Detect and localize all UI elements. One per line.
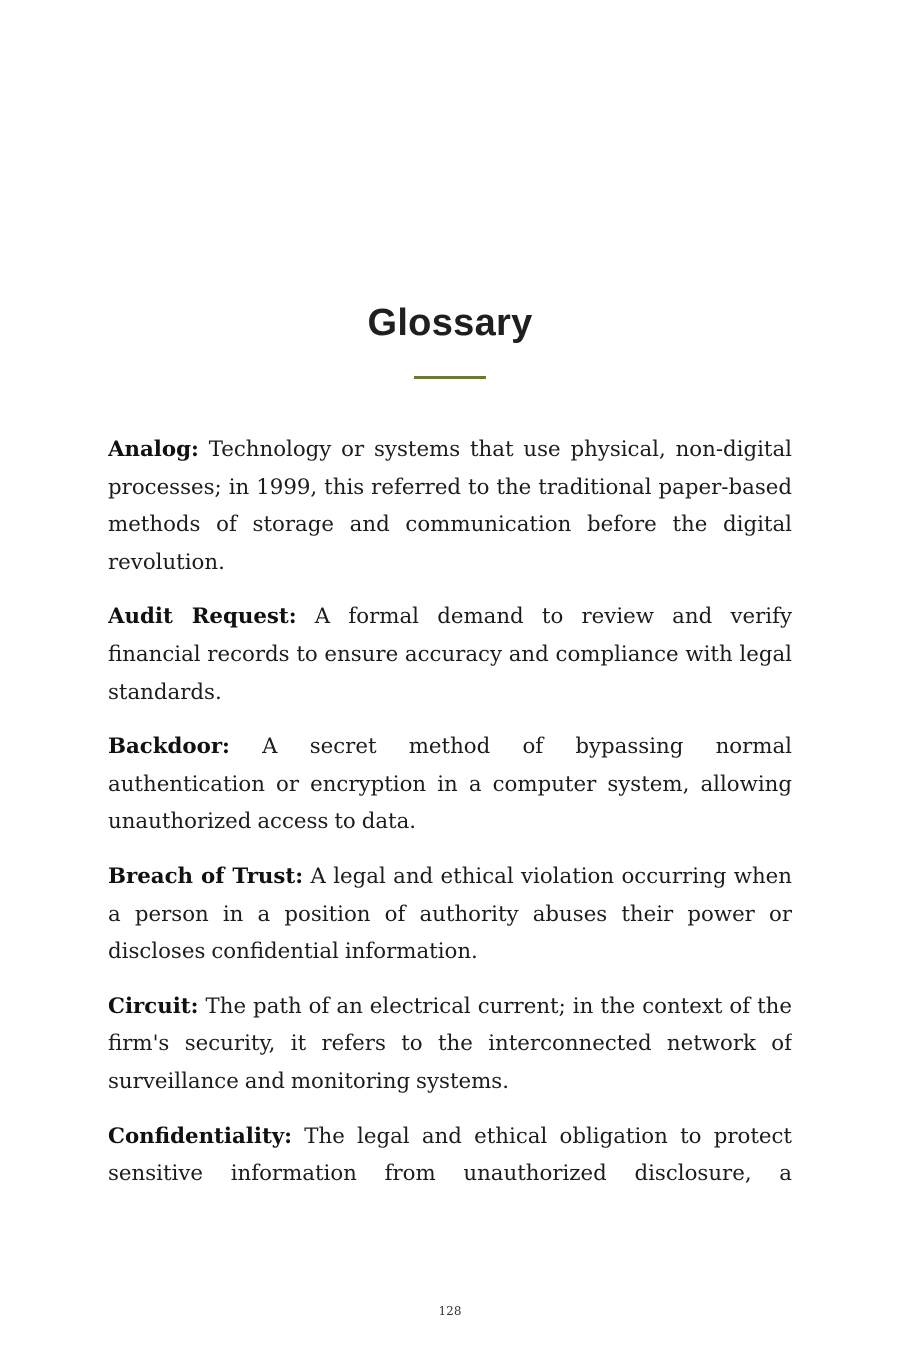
page-number: 128: [438, 1304, 462, 1318]
glossary-entry-confidentiality: [108, 1118, 792, 1193]
glossary-entry-audit-request: [108, 598, 792, 711]
glossary-definition: A formal demand to review and verify financial records to ensure accuracy and compliance with legal standards.: [108, 604, 792, 705]
glossary-entry-analog: [108, 431, 792, 581]
glossary-term: Breach of Trust:: [108, 863, 304, 889]
page-title: Glossary: [367, 302, 533, 344]
glossary-definition: Technology or systems that use physical, non-digital processes; in 1999, this referred to the traditional paper-based methods of storage and communication before the digital revolution.: [108, 437, 792, 575]
glossary-term: Audit Request:: [108, 604, 297, 630]
glossary-definition: The path of an electrical current; in the context of the firm's security, it refers to the interconnected network of surveillance and monitoring systems.: [108, 993, 792, 1094]
glossary-term: Circuit:: [108, 993, 199, 1019]
glossary-entry-breach-of-trust: [108, 858, 792, 971]
glossary-entry-backdoor: [108, 728, 792, 841]
glossary-list: [108, 431, 792, 1206]
glossary-term: Analog:: [108, 437, 199, 462]
glossary-definition: The legal and ethical obligation to protect sensitive information from unauthorized disclosure, a: [108, 1123, 792, 1187]
glossary-term: Backdoor:: [108, 734, 230, 760]
glossary-entry-circuit: [108, 988, 792, 1101]
glossary-definition: A secret method of bypassing normal authentication or encryption in a computer system, allowing unauthorized access to data.: [108, 734, 792, 835]
title-underline-rule: [414, 376, 486, 379]
glossary-term: Confidentiality:: [108, 1123, 293, 1149]
glossary-definition: A legal and ethical violation occurring when a person in a position of authority abuses their power or discloses confidential information.: [108, 863, 792, 965]
